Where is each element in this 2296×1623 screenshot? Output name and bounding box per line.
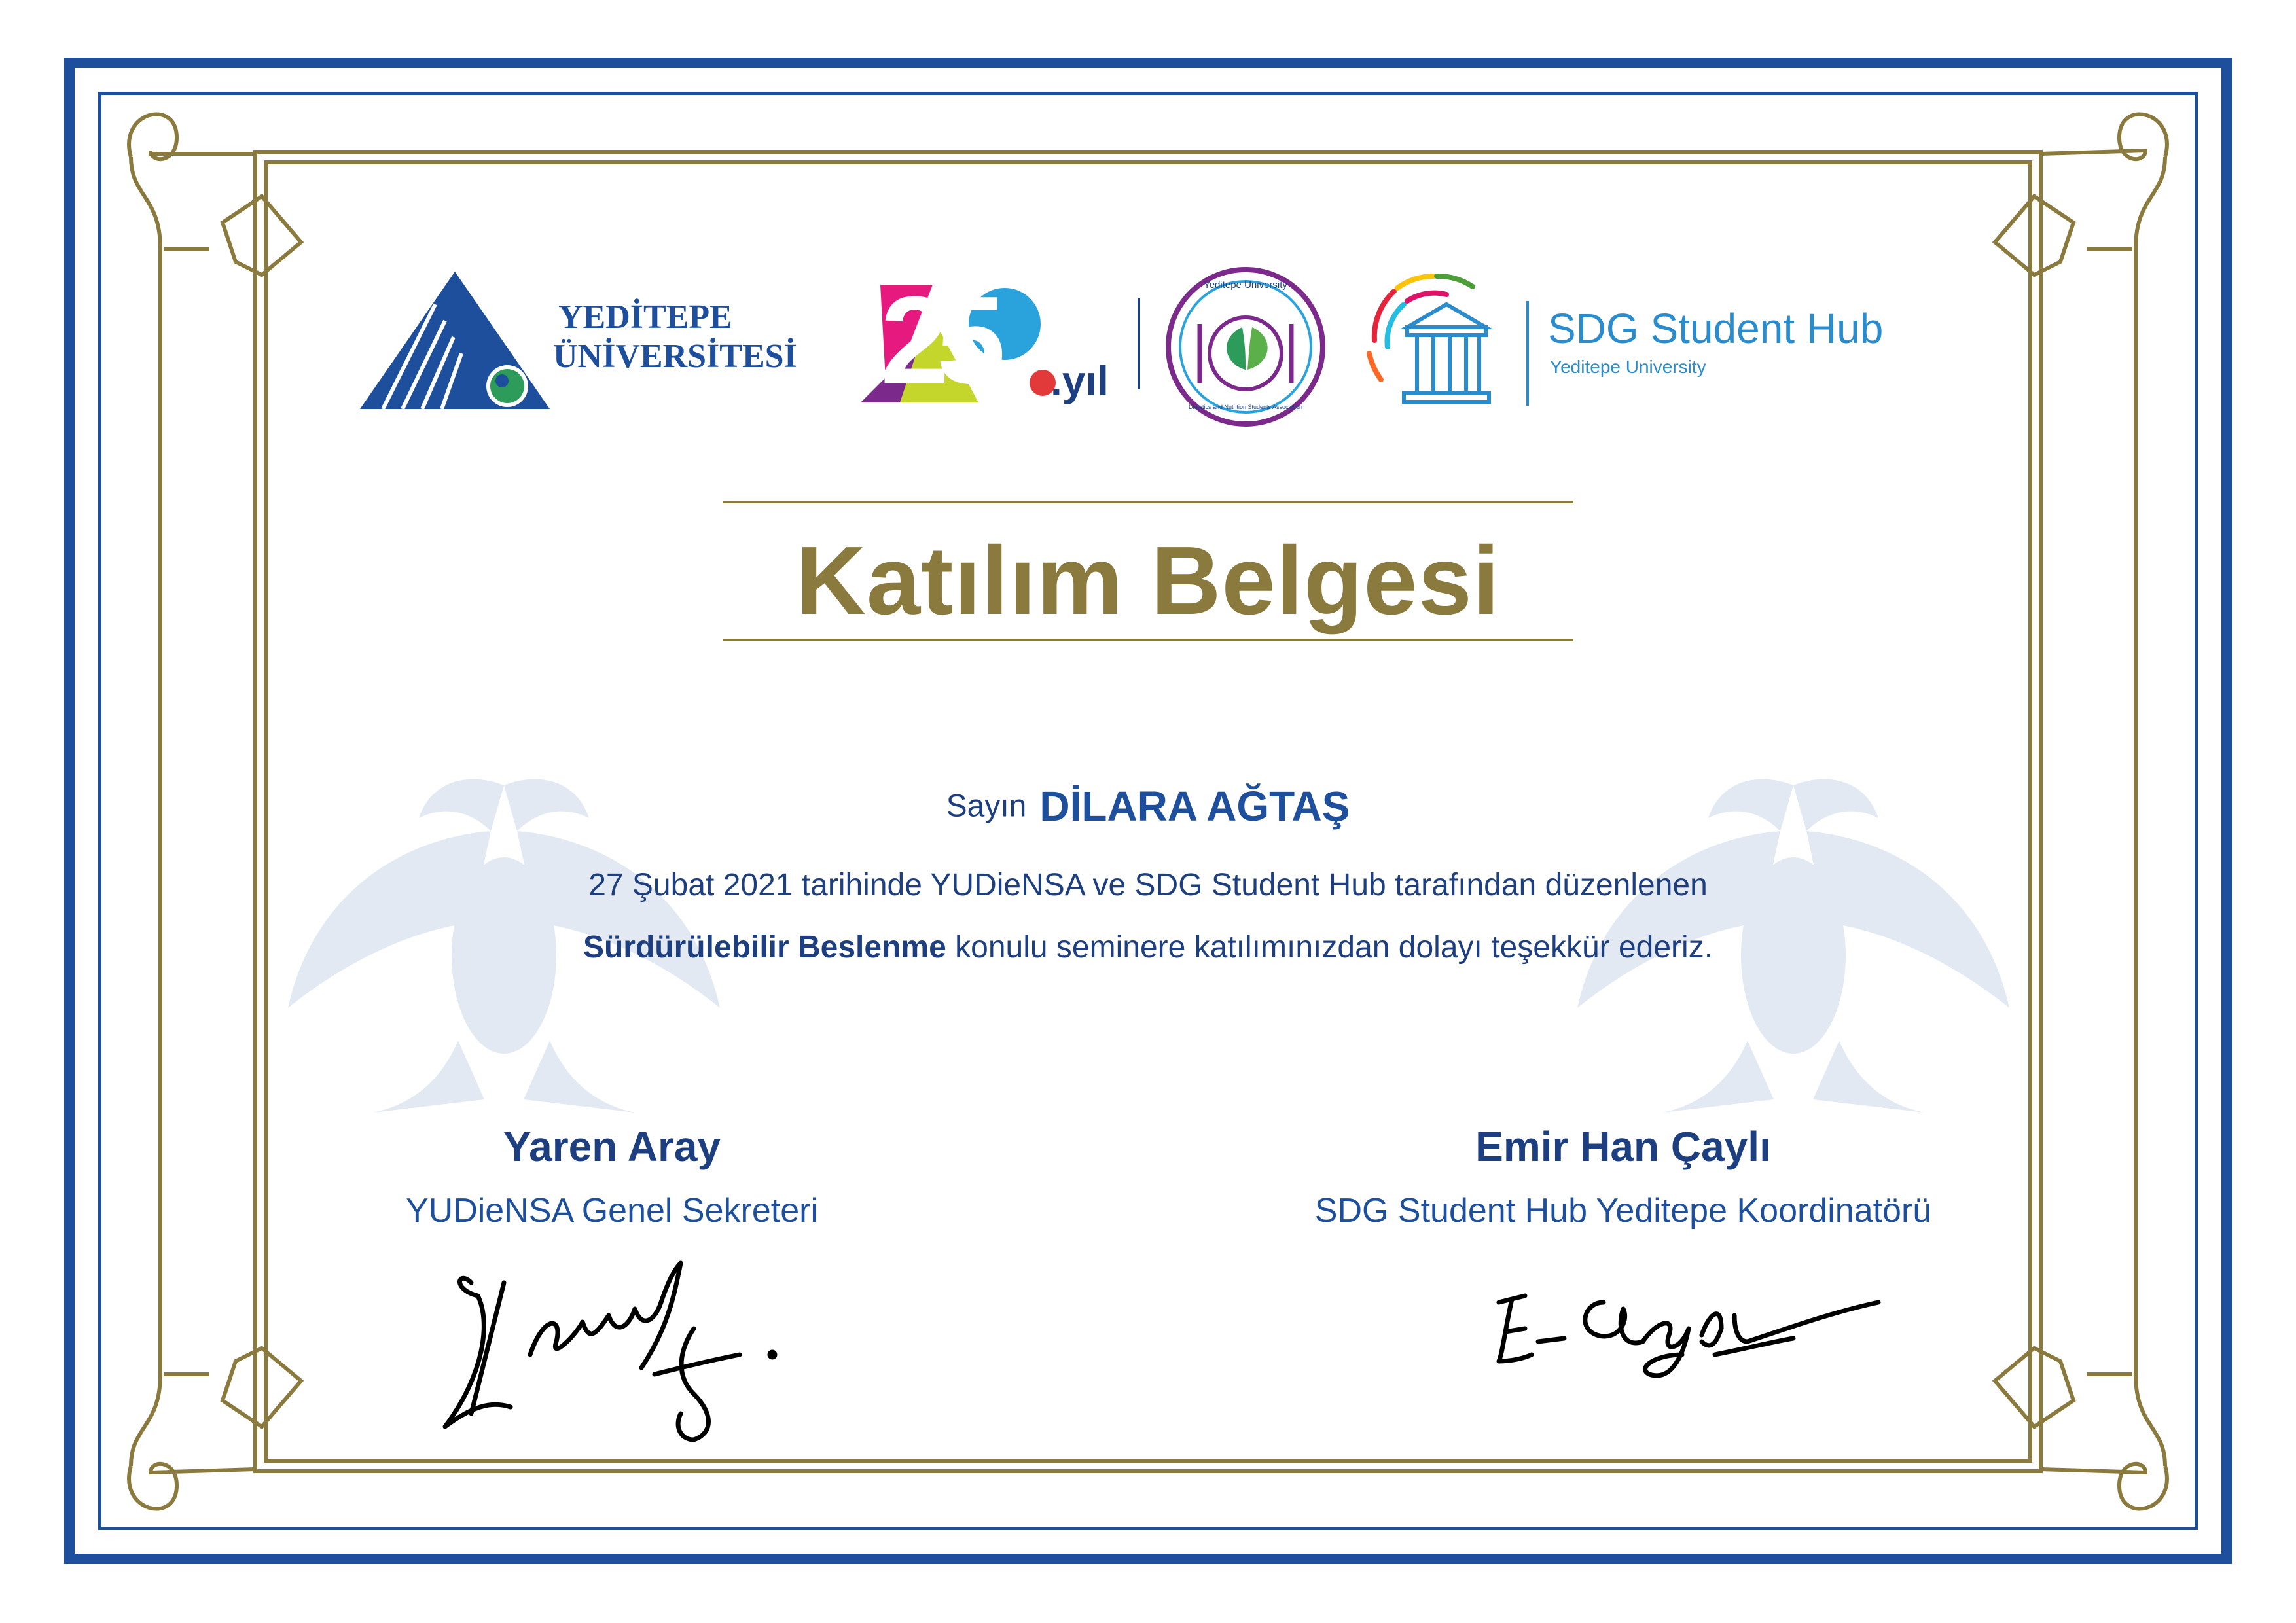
hub-title: SDG Student Hub — [1548, 305, 1884, 352]
seminar-topic: Sürdürülebilir Beslenme — [583, 930, 946, 965]
body-line-2-rest: konulu seminere katılımınızdan dolayı teşekkür ederiz. — [946, 930, 1713, 965]
association-arc-bottom: Dietetics and Nutrition Students Association — [1188, 404, 1303, 410]
certificate-title-block — [723, 501, 1573, 641]
sdg-student-hub-logo — [1355, 262, 1944, 419]
nutrition-association-logo — [1164, 265, 1327, 429]
signatory-left-role: YUDieNSA Genel Sekreteri — [405, 1192, 819, 1230]
association-arc-top: Yeditepe University — [1204, 279, 1287, 291]
signatory-right-name: Emir Han Çaylı — [1475, 1123, 1771, 1170]
hub-subtitle: Yeditepe University — [1550, 357, 1706, 377]
salutation-line — [0, 782, 2296, 830]
body-line-2 — [0, 929, 2296, 965]
title-bottom-rule — [723, 639, 1573, 641]
yeditepe-university-logo — [357, 268, 854, 412]
signature-right — [1486, 1276, 1892, 1394]
title-top-rule — [723, 501, 1573, 503]
sdg-divider — [1526, 301, 1529, 406]
anniversary-number: 25 — [880, 271, 993, 410]
university-name-line1: YEDİTEPE — [558, 298, 732, 336]
signatory-right-role: SDG Student Hub Yeditepe Koordinatörü — [1314, 1192, 1932, 1230]
university-name-line2: ÜNİVERSİTESİ — [553, 338, 797, 375]
recipient-name: DİLARA AĞTAŞ — [1039, 783, 1350, 830]
body-line-1: 27 Şubat 2021 tarihinde YUDieNSA ve SDG Student Hub tarafından düzenlenen — [588, 868, 1708, 902]
anniversary-25-logo — [861, 271, 1122, 410]
salutation: Sayın — [946, 789, 1027, 824]
anniversary-suffix: .yıl — [1050, 357, 1109, 404]
triangle-globe-icon — [357, 268, 553, 412]
certificate-title: Katılım Belgesi — [795, 527, 1500, 635]
logo-divider — [1138, 298, 1140, 389]
signatory-left-name: Yaren Aray — [503, 1123, 721, 1170]
signature-left — [432, 1243, 798, 1453]
sdg-building-icon — [1355, 262, 1518, 419]
